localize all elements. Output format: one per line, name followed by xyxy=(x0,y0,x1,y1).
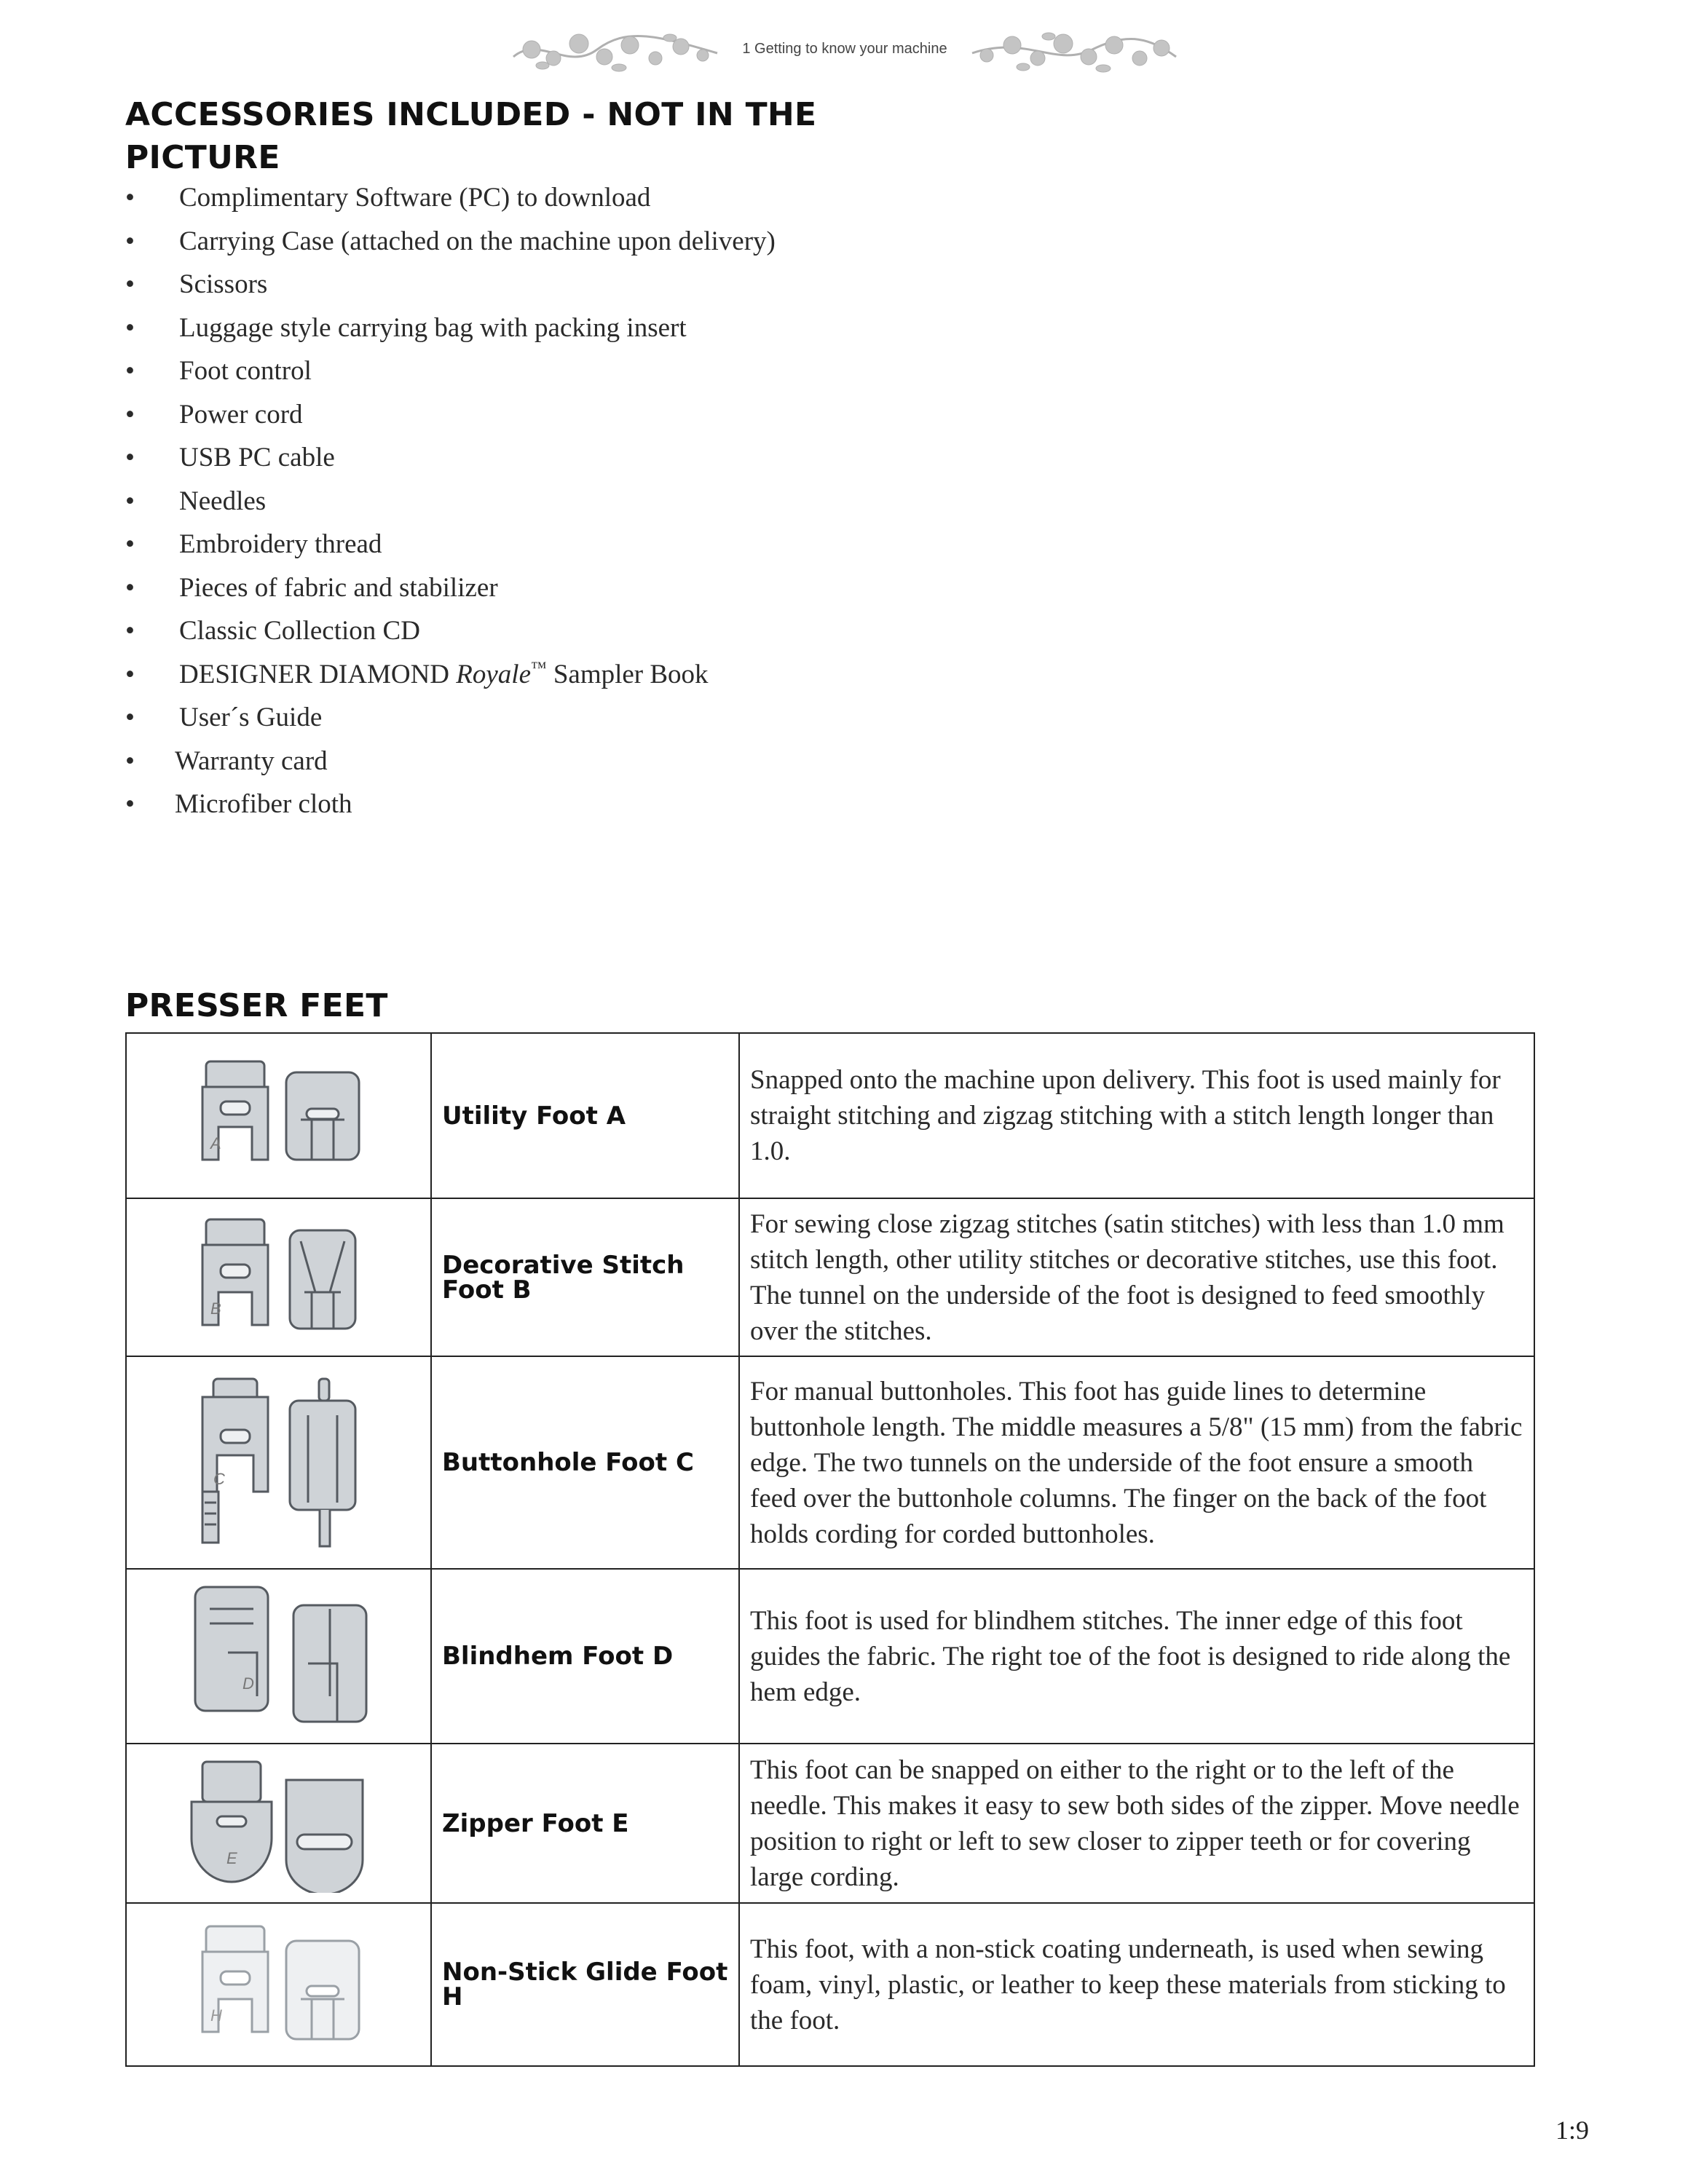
bullet: • xyxy=(125,486,135,516)
presser-feet-heading: PRESSER FEET xyxy=(125,987,388,1024)
blindhem-foot-d-icon xyxy=(184,1580,374,1733)
buttonhole-foot-c-icon xyxy=(192,1372,366,1554)
foot-description: Snapped onto the machine upon delivery. This foot is used mainly for straight stitching and zigzag stitching with a stitch length longer than 1.0. xyxy=(739,1033,1534,1198)
foot-name: Blindhem Foot D xyxy=(431,1569,739,1744)
bullet: • xyxy=(125,356,135,386)
table-row xyxy=(126,1569,1534,1744)
bullet: • xyxy=(125,789,135,819)
non-stick-glide-foot-h-icon xyxy=(192,1919,366,2050)
zipper-foot-e-icon xyxy=(184,1754,374,1893)
table-row xyxy=(126,1356,1534,1569)
foot-description: For sewing close zigzag stitches (satin stitches) with less than 1.0 mm stitch length, other utility stitches or decorative stitches, use this foot. The tunnel on the underside of the foot is designed to feed smoothly over the stitches. xyxy=(739,1198,1534,1356)
left-floral-ornament xyxy=(510,28,721,79)
bullet: • xyxy=(125,529,135,559)
bullet: • xyxy=(125,312,135,343)
foot-name: Non-Stick Glide Foot H xyxy=(431,1903,739,2066)
bullet: • xyxy=(125,443,135,472)
table-row xyxy=(126,1903,1534,2066)
accessories-heading: ACCESSORIES INCLUDED - NOT IN THE PICTURE xyxy=(125,96,817,176)
foot-image-cell xyxy=(126,1033,431,1198)
foot-description: This foot is used for blindhem stitches. The inner edge of this foot guides the fabric. The right toe of the foot is designed to ride along the hem edge. xyxy=(739,1569,1534,1744)
bullet: • xyxy=(125,183,135,213)
bullet: • xyxy=(125,572,135,603)
table-row xyxy=(126,1744,1534,1903)
svg-text:C: C xyxy=(213,1470,225,1488)
page-number: 1:9 xyxy=(1555,2116,1590,2145)
foot-image-cell xyxy=(126,1569,431,1744)
svg-text:D: D xyxy=(242,1674,254,1693)
foot-name: Zipper Foot E xyxy=(431,1744,739,1903)
svg-text:E: E xyxy=(226,1848,237,1867)
bullet: • xyxy=(125,745,135,776)
svg-text:B: B xyxy=(210,1299,221,1318)
bullet: • xyxy=(125,616,135,646)
foot-image-cell xyxy=(126,1903,431,2066)
presser-feet-table xyxy=(125,1032,1535,2067)
foot-image-cell xyxy=(126,1744,431,1903)
table-row xyxy=(126,1033,1534,1198)
svg-text:H: H xyxy=(210,2006,222,2025)
right-floral-ornament xyxy=(969,28,1180,79)
bullet: • xyxy=(125,703,135,732)
page-header xyxy=(510,28,1180,79)
bullet: • xyxy=(125,659,135,689)
foot-image-cell xyxy=(126,1356,431,1569)
foot-description: This foot can be snapped on either to the right or to the left of the needle. This makes it easy to sew both sides of the zipper. Move needle position to right or left to sew closer to zipper teeth or for covering large cording. xyxy=(739,1744,1534,1903)
foot-description: This foot, with a non-stick coating underneath, is used when sewing foam, vinyl, plastic, or leather to keep these materials from sticking to the foot. xyxy=(739,1903,1534,2066)
bullet: • xyxy=(125,226,135,256)
bullet: • xyxy=(125,269,135,299)
utility-foot-a-icon xyxy=(192,1051,366,1182)
foot-image-cell xyxy=(126,1198,431,1356)
chapter-label: 1 Getting to know your machine xyxy=(742,41,947,57)
foot-name: Utility Foot A xyxy=(431,1033,739,1198)
bullet: • xyxy=(125,399,135,430)
foot-name: Decorative Stitch Foot B xyxy=(431,1198,739,1356)
foot-description: For manual buttonholes. This foot has guide lines to determine buttonhole length. The middle measures a 5/8" (15 mm) from the fabric edge. The two tunnels on the underside of the foot ensure a smooth feed over the buttonhole columns. The finger on the back of the foot holds cording for corded buttonholes. xyxy=(739,1356,1534,1569)
svg-text:A: A xyxy=(210,1133,221,1152)
table-row xyxy=(126,1198,1534,1356)
sampler-book-item: DESIGNER DIAMOND Royale™ Sampler Book xyxy=(179,657,709,689)
decorative-stitch-foot-b-icon xyxy=(192,1212,366,1343)
foot-name: Buttonhole Foot C xyxy=(431,1356,739,1569)
